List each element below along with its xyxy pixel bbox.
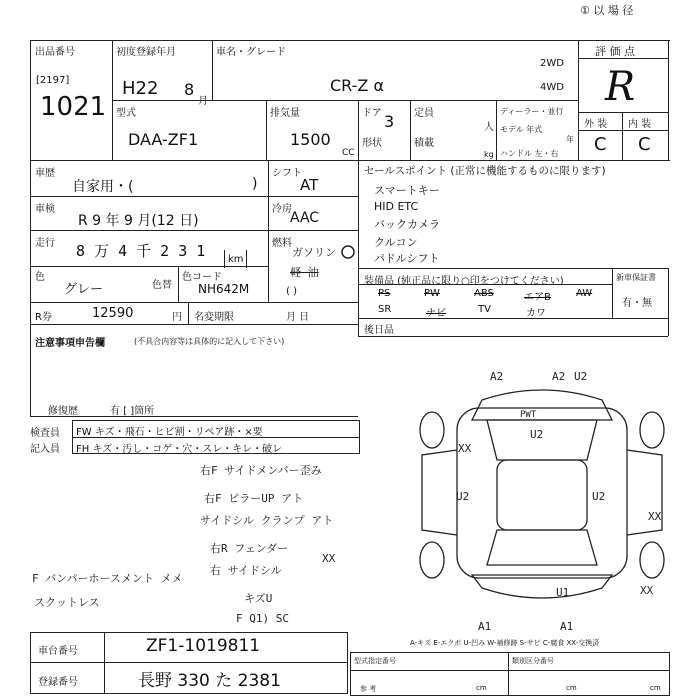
mileage-unit: km bbox=[228, 254, 244, 265]
capacity-label: 定員 bbox=[414, 108, 434, 119]
rule bbox=[358, 268, 668, 269]
car-body-diagram bbox=[412, 360, 672, 630]
rule bbox=[358, 160, 359, 336]
fuel-alt: 軽 油 bbox=[290, 266, 319, 279]
displacement-unit: CC bbox=[342, 148, 355, 158]
chassis-label: 車台番号 bbox=[38, 646, 78, 657]
mark-a2-right: A2 bbox=[552, 370, 566, 383]
notes-label: 注意事項申告欄 bbox=[35, 338, 105, 349]
rule bbox=[30, 40, 670, 41]
mark-xx-right-sill: XX bbox=[648, 510, 662, 523]
rule bbox=[508, 652, 509, 696]
mark-a1-rear-right: A1 bbox=[560, 620, 574, 633]
retrofit-label: 後日品 bbox=[364, 325, 394, 336]
first-reg-month-unit: 月 bbox=[198, 96, 208, 107]
car-name-value: CR-Z α bbox=[330, 76, 385, 95]
first-reg-month: 8 bbox=[184, 80, 195, 99]
shape-label: 形状 bbox=[362, 138, 382, 149]
rule bbox=[104, 632, 105, 694]
mark-xx-right-rear: XX bbox=[640, 584, 654, 597]
rule bbox=[622, 112, 623, 160]
handle-label: ハンドル 左・右 bbox=[500, 149, 559, 158]
aircon-label: 冷房 bbox=[272, 204, 292, 215]
rule bbox=[188, 302, 189, 324]
shift-label: シフト bbox=[272, 168, 302, 179]
model-year-label: モデル 年式 bbox=[500, 125, 543, 134]
rule bbox=[30, 662, 348, 663]
rating-value: R bbox=[605, 64, 636, 110]
ref-label: 参 考 bbox=[360, 685, 377, 693]
note-1: 右F サイドメンバー歪み bbox=[200, 464, 322, 477]
dealer-label: ディーラー・並行 bbox=[500, 107, 564, 116]
new-warranty-value: 有・無 bbox=[622, 298, 652, 309]
rule bbox=[358, 336, 668, 337]
repair-value: 有 [ ]箇所 bbox=[110, 406, 155, 417]
new-warranty-label: 新車保証書 bbox=[616, 273, 656, 282]
history-value: 自家用・( bbox=[72, 179, 134, 195]
rule bbox=[266, 100, 267, 160]
rule bbox=[668, 40, 669, 160]
lot-label: 出品番号 bbox=[35, 47, 75, 58]
inspector-label: 検査員 bbox=[30, 428, 60, 439]
first-reg-label: 初度登録年月 bbox=[116, 47, 176, 58]
type-label: 型式指定番号 bbox=[354, 657, 396, 665]
cm-2: cm bbox=[566, 684, 577, 692]
color-label: 色 bbox=[35, 272, 45, 283]
fuel-label: 燃料 bbox=[272, 238, 292, 249]
equip-tv: TV bbox=[478, 304, 491, 315]
model-label: 型式 bbox=[116, 108, 136, 119]
mark-a2-left: A2 bbox=[490, 370, 504, 383]
rule bbox=[358, 100, 359, 160]
rcoupon-value: 12590 bbox=[92, 306, 134, 321]
note-3: サイドシル クランプ アト bbox=[200, 514, 334, 527]
registration-value: 長野 330 た 2381 bbox=[138, 671, 281, 691]
mark-u2-front: U2 bbox=[574, 370, 588, 383]
rule bbox=[112, 100, 578, 101]
sales-point-1: スマートキー bbox=[374, 184, 440, 197]
displacement-value: 1500 bbox=[290, 130, 331, 149]
rule bbox=[178, 266, 179, 302]
equip-abs: ABS bbox=[474, 288, 494, 299]
note-6: F バンパーホースメント メメ bbox=[32, 572, 183, 585]
cm-1: cm bbox=[476, 684, 487, 692]
checks-row1: FW キズ・飛石・ヒビ割・リペア跡・×要 bbox=[76, 427, 263, 438]
rule bbox=[358, 318, 668, 319]
rule bbox=[578, 58, 668, 59]
mark-pwt: PWT bbox=[520, 410, 537, 420]
name-change-label: 名変期限 bbox=[194, 312, 234, 323]
rule bbox=[668, 268, 669, 336]
color-value: グレー bbox=[64, 282, 104, 297]
sales-point-4: クルコン bbox=[374, 236, 418, 249]
color-code-value: NH642M bbox=[198, 282, 250, 296]
displacement-label: 排気量 bbox=[270, 108, 300, 119]
rule bbox=[410, 100, 411, 160]
load-unit: kg bbox=[484, 150, 494, 159]
drive-4wd: 4WD bbox=[540, 82, 564, 93]
equip-airbag: エアB bbox=[524, 292, 551, 303]
history-label: 車歴 bbox=[35, 168, 55, 179]
note-5: 右 サイドシル bbox=[210, 564, 282, 577]
registration-label: 登録番号 bbox=[38, 677, 78, 688]
repair-label: 修復歴 bbox=[48, 406, 78, 417]
footer-box bbox=[350, 652, 670, 696]
capacity-unit: 人 bbox=[484, 122, 494, 133]
rule bbox=[30, 324, 358, 325]
first-reg-year: H22 bbox=[122, 78, 159, 99]
note-7: スクットレス bbox=[34, 596, 100, 609]
note-9: F Q1) SC bbox=[236, 612, 289, 625]
checks-row2: FH キズ・汚し・コゲ・穴・スレ・キレ・破レ bbox=[76, 444, 283, 455]
rule bbox=[612, 268, 613, 318]
diagram-legend: A-キズ E-エクボ U-凹み W-補修跡 S-サビ C-腐食 XX-交換済 bbox=[410, 639, 600, 647]
inspection-value: R 9 年 9 月(12 日) bbox=[78, 213, 199, 229]
rule bbox=[30, 160, 670, 161]
name-change-unit: 月 日 bbox=[286, 312, 310, 323]
doors-label: ドア bbox=[362, 108, 382, 119]
rule bbox=[496, 100, 497, 160]
rule bbox=[578, 112, 668, 113]
rule bbox=[212, 40, 213, 100]
equip-ps: PS bbox=[378, 288, 391, 299]
rule bbox=[30, 196, 358, 197]
rule bbox=[30, 266, 268, 267]
equip-leather: カワ bbox=[526, 308, 546, 319]
rule bbox=[30, 40, 31, 416]
drive-2wd: 2WD bbox=[540, 58, 564, 69]
mark-xx-left-rear: XX bbox=[322, 552, 336, 565]
equip-navi: ナビ bbox=[426, 308, 446, 319]
doors-value: 3 bbox=[384, 112, 395, 131]
note-2: 右F ピラーUP アト bbox=[204, 492, 304, 505]
lot-code: [2197] bbox=[36, 75, 70, 86]
cm-3: cm bbox=[650, 684, 661, 692]
rating-ext-label: 外 装 bbox=[584, 119, 608, 130]
equip-pw: PW bbox=[424, 288, 440, 299]
mark-u2-right-door: U2 bbox=[592, 490, 606, 503]
history-close: ) bbox=[252, 176, 258, 192]
year-unit: 年 bbox=[566, 135, 574, 144]
fuel-paren: ( ) bbox=[286, 286, 297, 297]
mark-a1-rear-left: A1 bbox=[478, 620, 492, 633]
rating-ext-value: C bbox=[594, 134, 607, 155]
category-label: 類別区分番号 bbox=[512, 657, 554, 665]
color-code-label: 色コード bbox=[182, 272, 222, 283]
car-name-label: 車名・グレード bbox=[216, 47, 286, 58]
lot-number: 1021 bbox=[40, 92, 107, 122]
sales-points-label: セールスポイント (正常に機能するものに限ります) bbox=[364, 165, 606, 177]
color-count-label: 色替 bbox=[152, 280, 172, 291]
notes-hint: (不具合内容等は具体的に記入して下さい) bbox=[134, 337, 285, 346]
model-value: DAA-ZF1 bbox=[128, 130, 199, 149]
mileage-label: 走行 bbox=[35, 238, 55, 249]
recorder-label: 記入員 bbox=[30, 444, 60, 455]
rule bbox=[30, 416, 358, 417]
equip-sr: SR bbox=[378, 304, 392, 315]
mark-u1-trunk: U1 bbox=[556, 586, 570, 599]
fuel-value: ガソリン bbox=[292, 246, 336, 259]
rule bbox=[30, 302, 358, 303]
note-8: キズU bbox=[244, 592, 273, 605]
rcoupon-unit: 円 bbox=[172, 312, 182, 323]
header-mark: ① 以 場 径 bbox=[580, 4, 634, 17]
rule bbox=[350, 670, 670, 671]
rule bbox=[578, 130, 668, 131]
equipment-label: 装備品 (純正品に限り○印をつけてください) bbox=[364, 276, 564, 287]
shift-value: AT bbox=[300, 176, 319, 194]
rcoupon-label: R券 bbox=[35, 312, 52, 323]
rating-label: 評 価 点 bbox=[595, 45, 635, 58]
sales-point-3: バックカメラ bbox=[374, 218, 440, 231]
mark-u2-hood: U2 bbox=[530, 428, 544, 441]
fuel-circle-icon bbox=[340, 244, 356, 260]
chassis-value: ZF1-1019811 bbox=[146, 636, 261, 656]
rule bbox=[268, 160, 269, 302]
equip-aw: AW bbox=[576, 288, 593, 299]
mark-u2-left-door: U2 bbox=[456, 490, 470, 503]
rule bbox=[30, 230, 358, 231]
mark-xx-left-front: XX bbox=[458, 442, 472, 455]
mileage-value: 8 万 4 千 2 3 1 bbox=[76, 242, 206, 260]
sales-point-2: HID ETC bbox=[374, 200, 419, 213]
rating-int-value: C bbox=[638, 134, 651, 155]
rule bbox=[358, 284, 612, 285]
rating-int-label: 内 装 bbox=[628, 119, 652, 130]
note-4: 右R フェンダー bbox=[210, 542, 289, 555]
sales-point-5: パドルシフト bbox=[374, 252, 440, 265]
load-label: 積載 bbox=[414, 138, 434, 149]
aircon-value: AAC bbox=[290, 210, 320, 226]
inspection-label: 車検 bbox=[35, 204, 55, 215]
